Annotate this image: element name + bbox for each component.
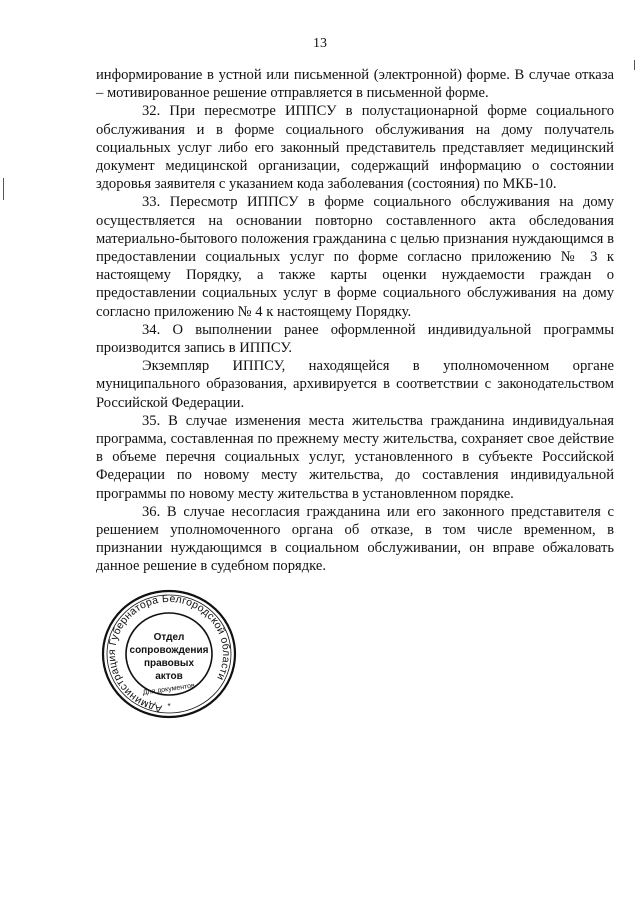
- stamp-line-1: Отдел: [153, 632, 185, 643]
- paragraph-34: 34. О выполнении ранее оформленной индивидуальной программы производится запись в ИППСУ.: [96, 321, 614, 357]
- scan-edge-mark-left: [3, 178, 4, 200]
- paragraph-31-continuation: информирование в устной или письменной (электронной) форме. В случае отказа – мотивированное решение отправляется в письменной форме.: [96, 67, 614, 102]
- paragraph-36: 36. В случае несогласия гражданина или его законного представителя с решением уполномоченного органа об отказе, в том числе временном, в признании нуждающимся в социальном обслуживании, он вправе обжаловать данное решение в судебном порядке.: [96, 503, 614, 575]
- official-stamp: [98, 588, 240, 724]
- scan-edge-mark-right: [634, 60, 635, 70]
- paragraph-35: 35. В случае изменения места жительства гражданина индивидуальная программа, составленная по прежнему месту жительства, сохраняет свое действие в объеме перечня социальных услуг, установленного в субъекте Российской Федерации по новому месту жительства, до составления индивидуальной программы по новому месту жительства в установленном порядке.: [96, 412, 614, 502]
- stamp-line-4: актов: [155, 671, 183, 682]
- paragraph-32: 32. При пересмотре ИППСУ в полустационарной форме социального обслуживания и в форме социального обслуживания на дому получатель социальных услуг либо его законный представитель представляет медицинский документ медицинской организации, содержащий информацию о состоянии здоровья заявителя с указанием кода заболевания (состояния) по МКБ-10.: [96, 103, 614, 193]
- stamp-star-icon: *: [167, 702, 171, 711]
- paragraph-34-copy: Экземпляр ИППСУ, находящейся в уполномоченном органе муниципального образования, архивируется в соответствии с законодательством Российской Федерации.: [96, 358, 614, 411]
- stamp-bottom-text: Для документов: [142, 682, 196, 697]
- stamp-line-3: правовых: [143, 658, 195, 669]
- page-number: 13: [313, 36, 327, 51]
- document-body: [96, 66, 614, 576]
- stamp-line-2: сопровождения: [129, 645, 209, 656]
- stamp-seal-graphic: [98, 588, 240, 724]
- stamp-ring-text: Администрация Губернатора Белгородской области: [105, 592, 233, 715]
- paragraph-33: 33. Пересмотр ИППСУ в форме социального обслуживания на дому осуществляется на основании повторно составленного акта обследования материально-бытового положения гражданина с целью признания нуждающимся в предоставлении социальных услуг по форме согласно приложению № 3 к настоящему Порядку, а также карты оценки нуждаемости граждан о предоставлении социальных услуг в форме социального обслуживания на дому согласно приложению № 4 к настоящему Порядку.: [96, 194, 614, 320]
